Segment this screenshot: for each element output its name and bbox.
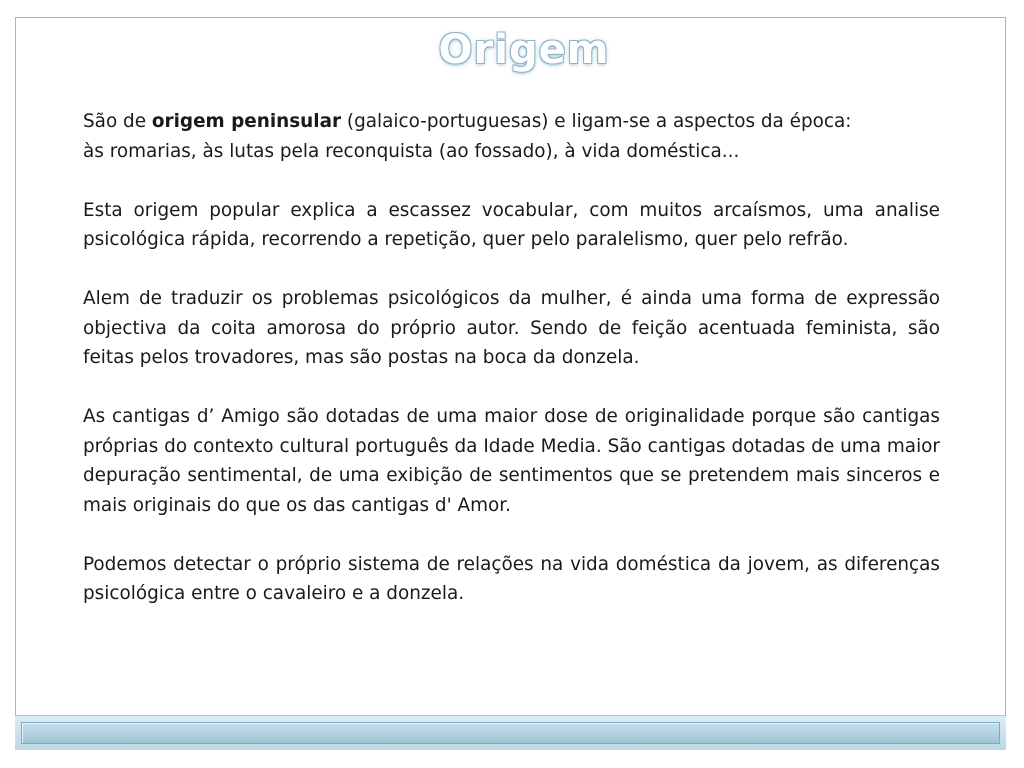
slide-title-text: Origem bbox=[438, 27, 610, 73]
footer-bar bbox=[15, 715, 1006, 750]
paragraph-origin-line2: às romarias, às lutas pela reconquista (ao fossado), à vida doméstica... bbox=[83, 140, 740, 162]
footer-bar-inset bbox=[21, 722, 1000, 744]
paragraph-origin-lead: São de bbox=[83, 111, 152, 132]
paragraph-popular-origin: Esta origem popular explica a escassez vocabular, com muitos arcaísmos, uma analise psicológica rápida, recorrendo a repetição, quer pelo paralelismo, quer pelo refrão. bbox=[83, 199, 940, 250]
slide-title bbox=[0, 26, 1024, 74]
paragraph-psychology: Alem de traduzir os problemas psicológicos da mulher, é ainda uma forma de expressão objectiva da coita amorosa do próprio autor. Sendo de feição acentuada feminista, são feitas pelos trovadores, mas são postas na boca da donzela. bbox=[83, 288, 940, 368]
slide-body bbox=[83, 107, 940, 638]
paragraph-originality: As cantigas d’ Amigo são dotadas de uma maior dose de originalidade porque são cantigas próprias do contexto cultural português da Idade Media. São cantigas dotadas de uma maior depuração sentimental, de uma exibição de sentimentos que se pretendem mais sinceros e mais originais do que os das cantigas d' Amor. bbox=[83, 406, 940, 516]
paragraph-origin bbox=[83, 107, 940, 166]
paragraph-origin-tail: (galaico-portuguesas) e ligam-se a aspectos da época: bbox=[341, 111, 852, 132]
paragraph-origin-bold: origem peninsular bbox=[151, 111, 342, 132]
paragraph-relations: Podemos detectar o próprio sistema de relações na vida doméstica da jovem, as diferenças psicológica entre o cavaleiro e a donzela. bbox=[83, 553, 940, 604]
